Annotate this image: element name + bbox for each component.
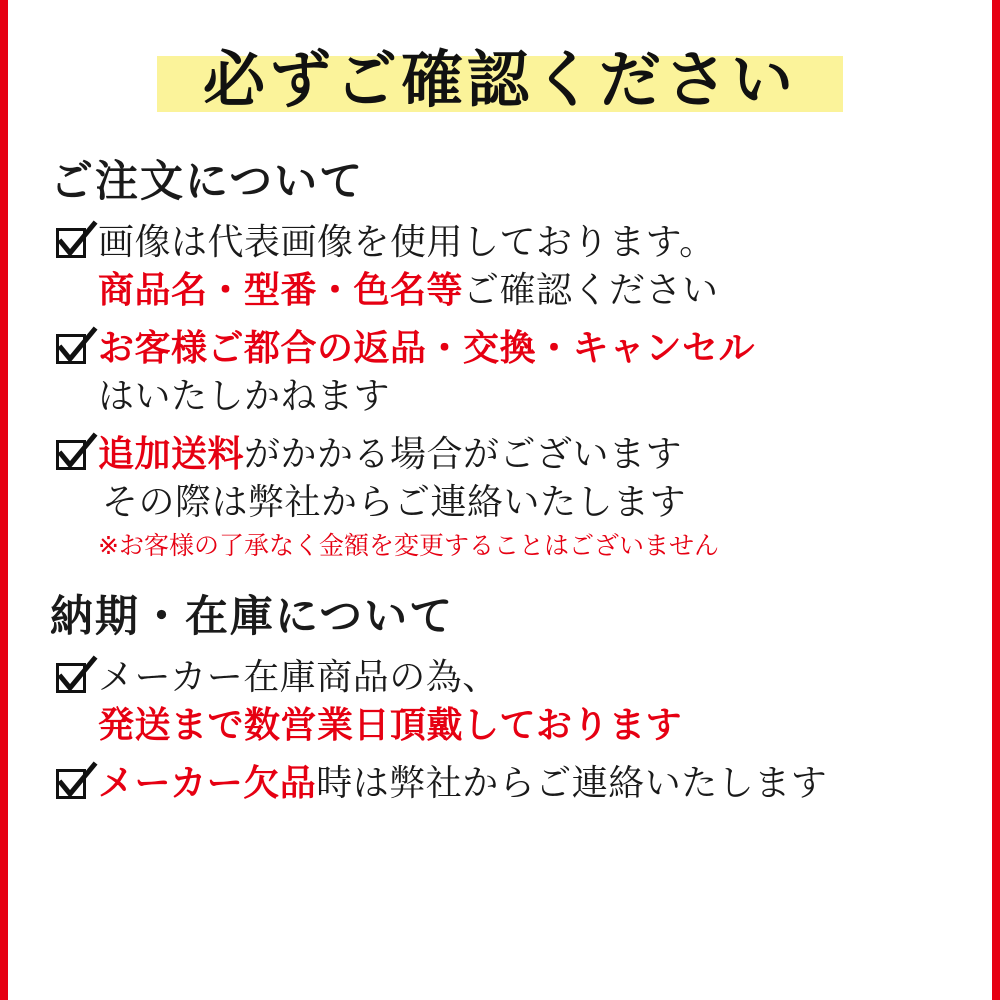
line-text-black: その際は弊社からご連絡いたします [102,482,687,523]
checkbox-checked-icon [54,660,92,698]
line-text-black: 画像は代表画像を使用しております。 [98,222,716,263]
list-item-line [98,702,958,750]
list-item-note: ※お客様の了承なく金額を変更することはございません [98,531,719,560]
list-item [54,760,958,808]
checkbox-checked-icon [54,437,92,475]
checkbox-checked-icon [54,331,92,369]
list-item [54,654,958,750]
list-item-text [98,760,958,808]
line-text-black: メーカー在庫商品の為、 [98,657,499,698]
checkbox-checked-icon [54,766,92,804]
list-item-text [98,325,958,421]
list-item-line [98,479,958,527]
list-item [54,219,958,315]
list-item-text [98,219,958,315]
line-text-black: ご確認ください [463,270,719,311]
line-text-red: 発送まで数営業日頂戴しております [98,705,683,746]
page-title [42,34,958,126]
list-item [54,431,958,565]
section-heading-delivery: 納期・在庫について [50,592,455,642]
section-heading-order: ご注文について [50,157,365,207]
line-text-black: はいたしかねます [98,376,391,417]
line-text-black: がかかる場合がございます [244,434,683,475]
list-item-line [98,760,958,808]
list-item-line [98,219,958,267]
checkbox-checked-icon [54,225,92,263]
line-text-red: 商品名・型番・色名等 [98,270,464,311]
list-item-line [98,373,958,421]
page-title-text: 必ずご確認ください [202,43,797,116]
list-item [54,325,958,421]
line-text-red: お客様ご都合の返品・交換・キャンセル [98,328,756,369]
list-item-text [98,654,958,750]
list-item-line [98,431,958,479]
line-text-red: 追加送料 [98,434,245,475]
list-item-line [98,325,958,373]
list-item-text [98,431,958,565]
notice-content [8,0,992,1000]
list-item-line [98,267,958,315]
line-text-black: 時は弊社からご連絡いたします [316,763,828,804]
line-text-red: メーカー欠品 [98,763,317,804]
list-item-line [98,654,958,702]
